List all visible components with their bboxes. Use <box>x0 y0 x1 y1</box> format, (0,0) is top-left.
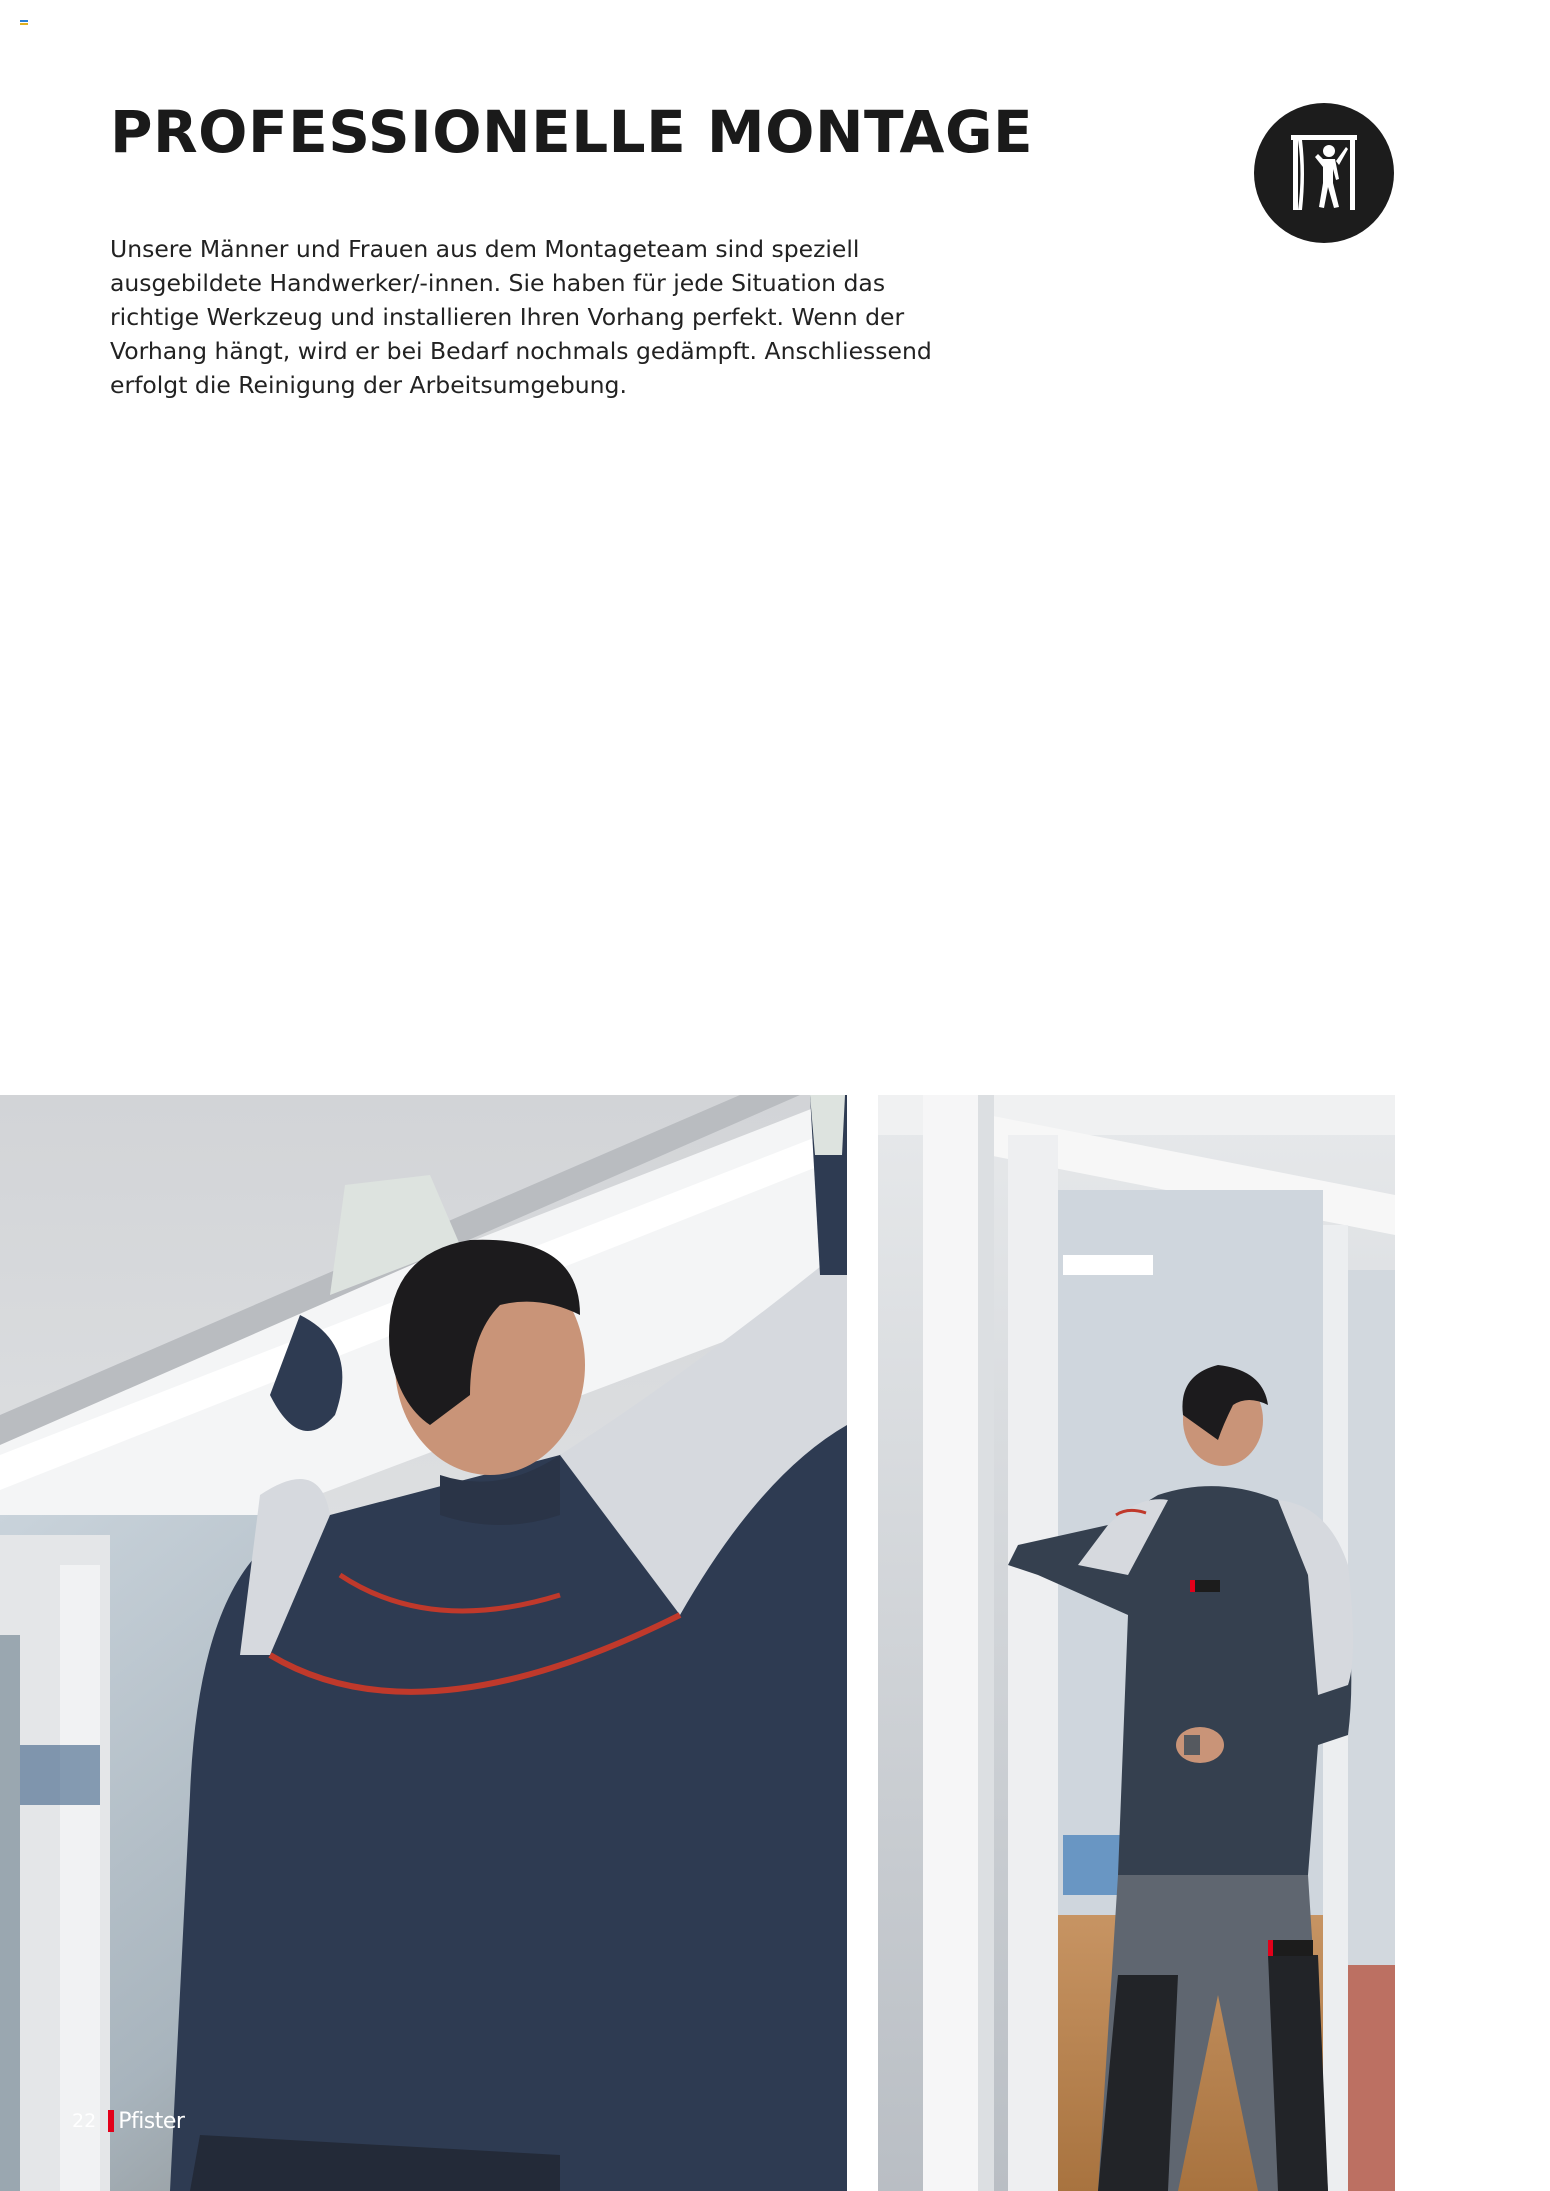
installer-photo-right <box>878 1095 1395 2191</box>
installer-photo-left <box>0 1095 847 2191</box>
pfister-logo <box>108 2109 184 2134</box>
page-number: 22 <box>72 2110 97 2132</box>
page-footer <box>72 2106 184 2136</box>
curtain-installer-icon <box>1289 133 1359 213</box>
logo-mark-icon <box>108 2110 114 2132</box>
curtain-installer-badge <box>1254 103 1394 243</box>
corner-mark <box>20 20 28 26</box>
intro-paragraph: Unsere Männer und Frauen aus dem Montageteam sind speziell ausgebildete Handwerker/-innen. Sie haben für jede Situation das richtige Werkzeug und installieren Ihren Vorhang perfekt. Wenn der Vorhang hängt, wird er bei Bedarf nochmals gedämpft. Anschliessend erfolgt die Reinigung der Arbeitsumgebung. <box>110 235 932 399</box>
page-title: PROFESSIONELLE MONTAGE <box>110 98 1034 166</box>
logo-text: Pfister <box>118 2108 185 2134</box>
